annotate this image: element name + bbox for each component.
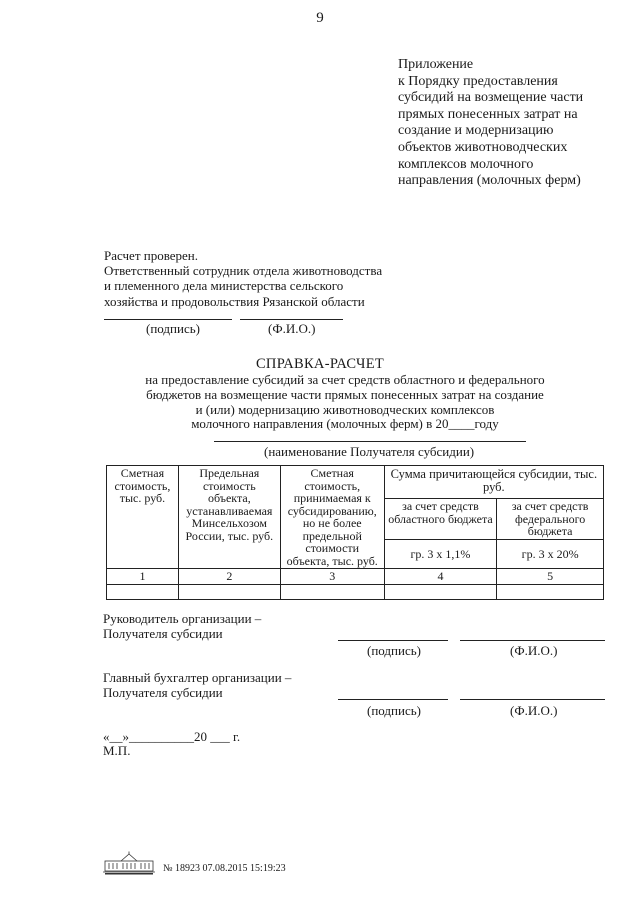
header-cell: Сметная стоимость, принимаемая к субсидированию, но не более предельной стоимости объекта, тыс. руб.: [280, 466, 384, 569]
check-signature-line: [104, 319, 232, 320]
table-row: [107, 584, 604, 599]
head-name-caption: (Ф.И.О.): [510, 643, 558, 658]
subtitle-line: молочного направления (молочных ферм) в 20____году: [191, 416, 499, 432]
appendix-line: субсидий на возмещение части: [398, 90, 584, 106]
appendix-line: к Порядку предоставления: [398, 73, 558, 89]
number-cell: 4: [384, 569, 497, 585]
header-cell: за счет средств федерального бюджета: [497, 499, 604, 540]
appendix-line: комплексов молочного: [398, 156, 534, 172]
check-name-caption: (Ф.И.О.): [268, 321, 316, 336]
registration-stamp: № 18923 07.08.2015 15:19:23: [163, 863, 286, 874]
table-cell: [384, 584, 497, 599]
table-cell: [280, 584, 384, 599]
formula-cell: гр. 3 х 20%: [497, 540, 604, 569]
formula-cell: гр. 3 х 1,1%: [384, 540, 497, 569]
building-logo-icon: [103, 851, 155, 875]
calculation-table: [106, 465, 604, 600]
header-cell: за счет средств областного бюджета: [384, 499, 497, 540]
table-number-row: [107, 569, 604, 585]
head-line: Получателя субсидии: [103, 626, 223, 642]
accountant-signature-caption: (подпись): [367, 703, 421, 718]
table-cell: [178, 584, 280, 599]
number-cell: 3: [280, 569, 384, 585]
number-cell: 2: [178, 569, 280, 585]
head-signature-line: [338, 640, 448, 641]
subtitle-line: бюджетов на возмещение части прямых понесенных затрат на создание: [146, 386, 544, 402]
appendix-line: Приложение: [398, 57, 474, 72]
check-line: хозяйства и продовольствия Рязанской области: [104, 293, 365, 309]
header-cell: Предельная стоимость объекта, устанавливаемая Минсельхозом России, тыс. руб.: [178, 466, 280, 569]
accountant-line: Главный бухгалтер организации –: [103, 670, 292, 685]
recipient-caption: (наименование Получателя субсидии): [264, 444, 475, 459]
subtitle-line: и (или) модернизацию животноводческих комплексов: [195, 401, 495, 417]
accountant-line: Получателя субсидии: [103, 685, 223, 701]
check-block: [104, 248, 382, 309]
table-header-row: [107, 466, 604, 499]
table-cell: [107, 584, 179, 599]
appendix-note: [398, 57, 613, 190]
document-title: СПРАВКА-РАСЧЕТ: [255, 356, 385, 372]
appendix-line: направления (молочных ферм): [398, 173, 581, 189]
accountant-signature-line: [338, 699, 448, 700]
header-group-cell: Сумма причитающейся субсидии, тыс. руб.: [384, 466, 603, 499]
appendix-line: прямых понесенных затрат на: [398, 106, 578, 122]
accountant-name-line: [460, 699, 605, 700]
head-block: [103, 611, 261, 642]
check-line: Расчет проверен.: [104, 248, 199, 263]
check-line: и племенного дела министерства сельского: [104, 278, 344, 294]
number-cell: 1: [107, 569, 179, 585]
head-signature-caption: (подпись): [367, 643, 421, 658]
stamp-place: М.П.: [103, 743, 131, 758]
appendix-line: объектов животноводческих: [398, 139, 568, 155]
date-line: «__»__________20 ___ г.: [103, 729, 241, 744]
document-subtitle: [110, 373, 580, 432]
check-name-line: [240, 319, 343, 320]
appendix-line: создание и модернизацию: [398, 123, 554, 139]
page-number: 9: [316, 10, 324, 26]
number-cell: 5: [497, 569, 604, 585]
accountant-block: [103, 670, 291, 701]
table-cell: [497, 584, 604, 599]
accountant-name-caption: (Ф.И.О.): [510, 703, 558, 718]
head-name-line: [460, 640, 605, 641]
header-cell: Сметная стоимость, тыс. руб.: [107, 466, 179, 569]
check-signature-caption: (подпись): [146, 321, 200, 336]
check-line: Ответственный сотрудник отдела животноводства: [104, 263, 383, 279]
subtitle-line: на предоставление субсидий за счет средств областного и федерального: [145, 372, 545, 387]
recipient-name-line: [214, 441, 526, 442]
head-line: Руководитель организации –: [103, 611, 262, 626]
